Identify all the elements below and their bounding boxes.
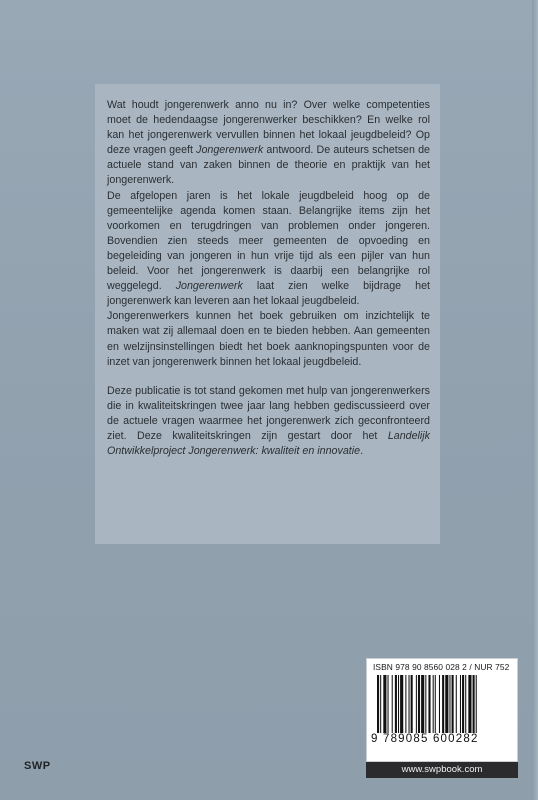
publisher-logo: SWP xyxy=(24,760,51,772)
blurb-paragraph-4: Deze publicatie is tot stand gekomen met hulp van jongerenwerkers die in kwaliteitskringen twee jaar lang hebben gediscussieerd over de actuele vragen waarmee het jongerenwerk zich geconfronteerd ziet. Deze kwaliteitskringen zijn gestart door het Landelijk Ontwikkelproject Jongerenwerk: kwaliteit en innovatie. xyxy=(107,384,430,458)
barcode-icon xyxy=(377,675,509,733)
isbn-line: ISBN 978 90 8560 028 2 / NUR 752 xyxy=(373,662,510,672)
blurb-paragraph-1: Wat houdt jongerenwerk anno nu in? Over welke competenties moet de hedendaagse jongerenwerker beschikken? En welke rol kan het jongerenwerk vervullen binnen het lokaal jeugdbeleid? Op deze vragen geeft Jongerenwerk antwoord. De auteurs schetsen de actuele stand van zaken binnen de theorie en praktijk van het jongerenwerk. xyxy=(107,99,430,187)
website-url: www.swpbook.com xyxy=(366,762,518,778)
blurb-paragraph-3: Jongerenwerkers kunnen het boek gebruiken om inzichtelijk te maken wat zij allemaal doen en te bieden hebben. Aan gemeenten en welzijnsinstellingen biedt het boek aanknopingspunten voor de inzet van jongerenwerk binnen het lokaal jeugdbeleid. xyxy=(107,310,430,368)
barcode-number: 9 789085 600282 xyxy=(371,733,479,745)
barcode-box xyxy=(366,658,518,762)
blurb-panel xyxy=(95,84,440,544)
cover-edge xyxy=(532,0,538,800)
blurb-paragraph-2: De afgelopen jaren is het lokale jeugdbeleid hoog op de gemeentelijke agenda komen staan. Belangrijke items zijn het voorkomen en terugdringen van problemen onder jongeren. Bovendien zien steeds meer gemeenten de opvoeding en begeleiding van jongeren in hun vrije tijd als een pijler van hun beleid. Voor het jongerenwerk is daarbij een belangrijke rol weggelegd. Jongerenwerk laat zien welke bijdrage het jongerenwerk kan leveren aan het lokaal jeugdbeleid. xyxy=(107,189,430,308)
